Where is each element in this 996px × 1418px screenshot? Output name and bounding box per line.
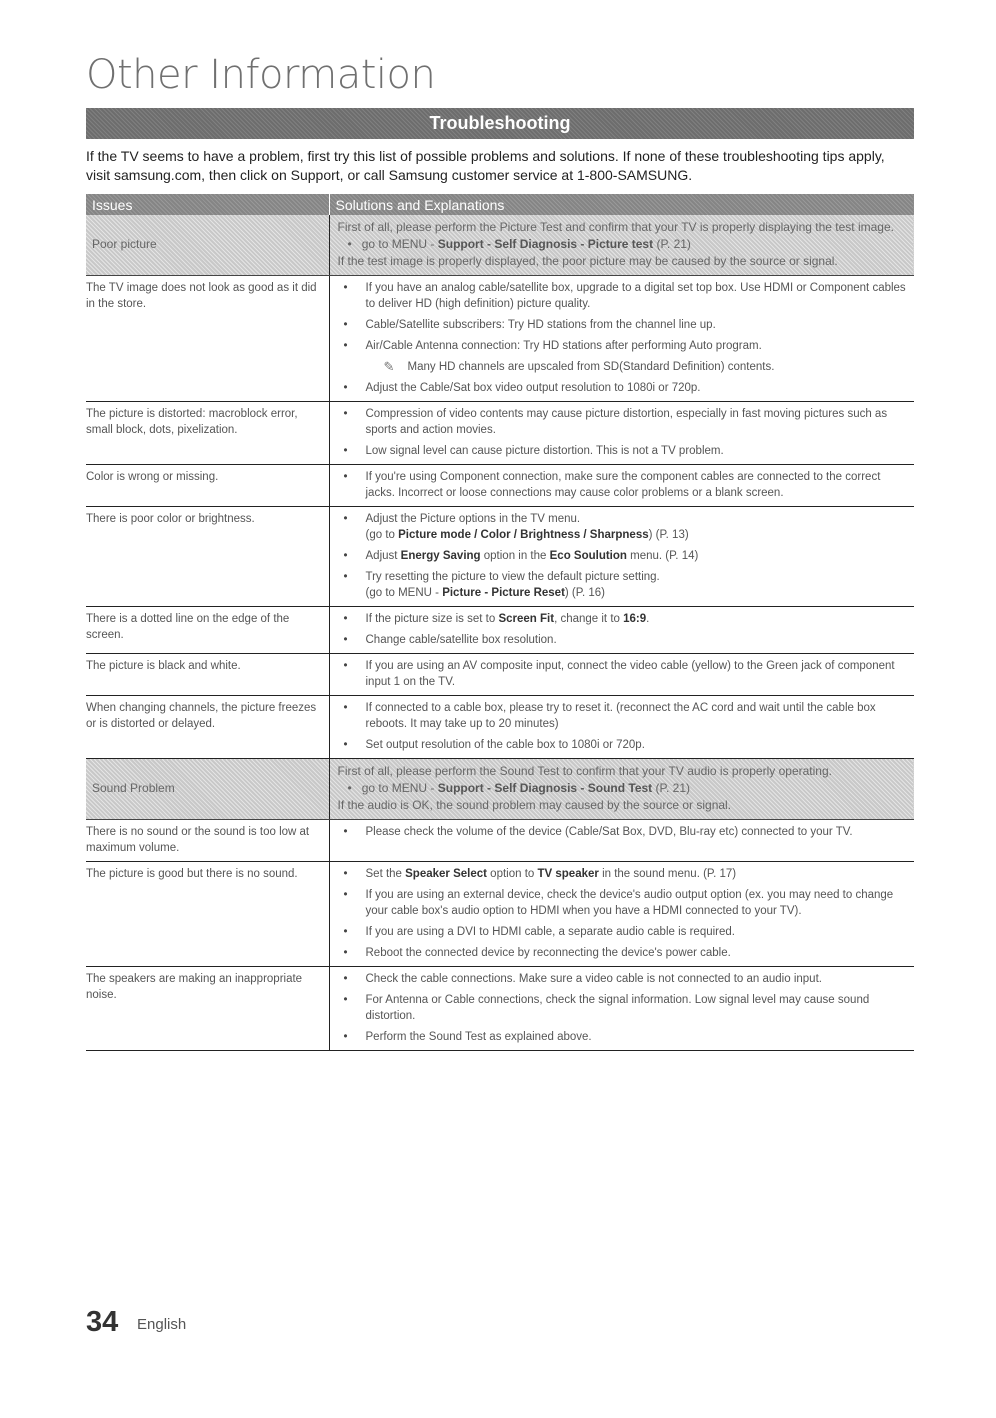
table-row [86,465,914,507]
table-header-row [86,194,914,215]
menu-path-bold: Support - Self Diagnosis - Sound Test [437,781,653,795]
solution-item: • Perform the Sound Test as explained above. [338,1029,909,1045]
solution-text: Adjust [365,550,401,562]
page-language: English [137,1316,187,1333]
category-intro [329,215,914,276]
menu-path-prefix: go to MENU - [361,781,438,795]
category-row-sound [86,759,914,820]
issue-cell: The picture is black and white. [86,654,329,696]
solution-cell [329,967,914,1051]
table-row [86,967,914,1051]
solution-item: • If you are using an AV composite input, connect the video cable (yellow) to the Green jack of component input 1 on the TV. [338,658,909,690]
category-line: If the audio is OK, the sound problem may caused by the source or signal. [337,798,732,812]
solution-text: menu. (P. 14) [626,550,699,562]
menu-path-bold: Picture mode / Color / Brightness / Sharpness [398,529,649,541]
solution-text: If the picture size is set to [365,613,499,625]
solution-item: • If you are using a DVI to HDMI cable, a separate audio cable is required. [338,924,909,940]
solution-text: ) (P. 16) [564,587,605,599]
solution-item [338,548,909,564]
solution-text: option in the [480,550,550,562]
menu-option-bold: 16:9 [623,613,647,625]
solution-item [338,511,909,543]
table-row [86,507,914,607]
solution-item: • Cable/Satellite subscribers: Try HD stations from the channel line up. [338,317,909,333]
menu-option-bold: Speaker Select [405,868,487,880]
troubleshooting-table [86,194,914,1051]
solution-item: • Compression of video contents may cause picture distortion, especially in fast moving pictures such as sports and action movies. [338,406,909,438]
page-title: Other Information [86,52,436,98]
category-name: Sound Problem [86,759,329,820]
issue-cell: There is a dotted line on the edge of the screen. [86,607,329,654]
solution-text: Set the [365,868,406,880]
menu-path-page: (P. 21) [653,237,691,251]
category-menu-path: • go to MENU - Support - Self Diagnosis - Sound Test (P. 21) [347,781,690,795]
table-row [86,276,914,402]
issue-cell: The speakers are making an inappropriate noise. [86,967,329,1051]
note-item [338,359,909,375]
intro-paragraph: If the TV seems to have a problem, first try this list of possible problems and solutions. If none of these troubleshooting tips apply, visit samsung.com, then click on Support, or call Samsung customer service at 1-800-SAMSUNG. [86,148,885,183]
solution-item: • For Antenna or Cable connections, check the signal information. Low signal level may cause sound distortion. [338,992,909,1024]
solution-item: • Check the cable connections. Make sure a video cable is not connected to an audio input. [338,971,909,987]
solution-text: option to [486,868,538,880]
solution-text: , change it to [554,613,624,625]
menu-option-bold: Screen Fit [498,613,555,625]
solution-cell [329,402,914,465]
issue-cell: The TV image does not look as good as it did in the store. [86,276,329,402]
table-row [86,654,914,696]
section-header: Troubleshooting [86,108,914,139]
menu-option-bold: Eco Soulution [549,550,627,562]
solution-item: • Adjust the Cable/Sat box video output resolution to 1080i or 720p. [338,380,909,396]
solution-item: • If connected to a cable box, please try to reset it. (reconnect the AC cord and wait until the cable box reboots. It may take up to 20 minutes) [338,700,909,732]
solution-item: • Change cable/satellite box resolution. [338,632,909,648]
category-intro [329,759,914,820]
solution-text: (go to MENU - [365,587,443,599]
solution-item [338,866,909,882]
solution-cell [329,820,914,862]
solution-cell [329,465,914,507]
issue-cell: There is no sound or the sound is too low at maximum volume. [86,820,329,862]
page-number: 34 [86,1306,119,1338]
menu-option-bold: Energy Saving [400,550,481,562]
issue-cell: When changing channels, the picture freezes or is distorted or delayed. [86,696,329,759]
table-row [86,820,914,862]
solution-text: Adjust the Picture options in the TV menu. [365,513,581,525]
solution-item: • Set output resolution of the cable box to 1080i or 720p. [338,737,909,753]
solution-text: (go to [365,529,399,541]
solution-text: . [646,613,650,625]
issues-column-header: Issues [86,194,329,215]
table-row [86,607,914,654]
solution-item: • If you are using an external device, check the device's audio output option (ex. you may need to change your cable box's audio option to HDMI when you have a HDMI connected to your TV). [338,887,909,919]
menu-option-bold: TV speaker [537,868,599,880]
category-row-picture [86,215,914,276]
solution-item: • Low signal level can cause picture distortion. This is not a TV problem. [338,443,909,459]
table-row [86,402,914,465]
solution-item [338,611,909,627]
menu-path-prefix: go to MENU - [361,237,438,251]
solution-item: • Please check the volume of the device (Cable/Sat Box, DVD, Blu-ray etc) connected to your TV. [338,824,909,840]
solution-text: Try resetting the picture to view the default picture setting. [365,571,660,583]
solution-cell [329,276,914,402]
solution-cell [329,862,914,967]
issue-cell: There is poor color or brightness. [86,507,329,607]
issue-cell: The picture is good but there is no sound. [86,862,329,967]
table-row [86,862,914,967]
solution-text: in the sound menu. (P. 17) [598,868,737,880]
issue-cell: The picture is distorted: macroblock error, small block, dots, pixelization. [86,402,329,465]
menu-path-page: (P. 21) [652,781,690,795]
solution-item: • Air/Cable Antenna connection: Try HD stations after performing Auto program. [338,338,909,354]
solution-cell [329,607,914,654]
solution-item [338,569,909,601]
category-line: First of all, please perform the Picture Test and confirm that your TV is properly displaying the test image. [337,220,894,234]
solution-item: • Reboot the connected device by reconnecting the device's power cable. [338,945,909,961]
solution-item: • If you're using Component connection, make sure the component cables are connected to the correct jacks. Incorrect or loose connections may cause color problems or a blank screen. [338,469,909,501]
solution-text: ) (P. 13) [648,529,689,541]
category-menu-path: • go to MENU - Support - Self Diagnosis - Picture test (P. 21) [347,237,691,251]
solution-cell [329,696,914,759]
menu-path-bold: Support - Self Diagnosis - Picture test [437,237,654,251]
solution-cell [329,654,914,696]
category-line: First of all, please perform the Sound Test to confirm that your TV audio is properly operating. [337,764,832,778]
solution-cell [329,507,914,607]
category-name: Poor picture [86,215,329,276]
solutions-column-header: Solutions and Explanations [329,194,914,215]
pencil-note-icon: ✎ [383,359,395,374]
issue-cell: Color is wrong or missing. [86,465,329,507]
note-text: Many HD channels are upscaled from SD(Standard Definition) contents. [407,361,775,373]
solution-item: • If you have an analog cable/satellite box, upgrade to a digital set top box. Use HDMI or Component cables to deliver HD (high definition) picture quality. [338,280,909,312]
table-row [86,696,914,759]
category-line: If the test image is properly displayed, the poor picture may be caused by the source or signal. [337,254,838,268]
menu-path-bold: Picture - Picture Reset [442,587,565,599]
